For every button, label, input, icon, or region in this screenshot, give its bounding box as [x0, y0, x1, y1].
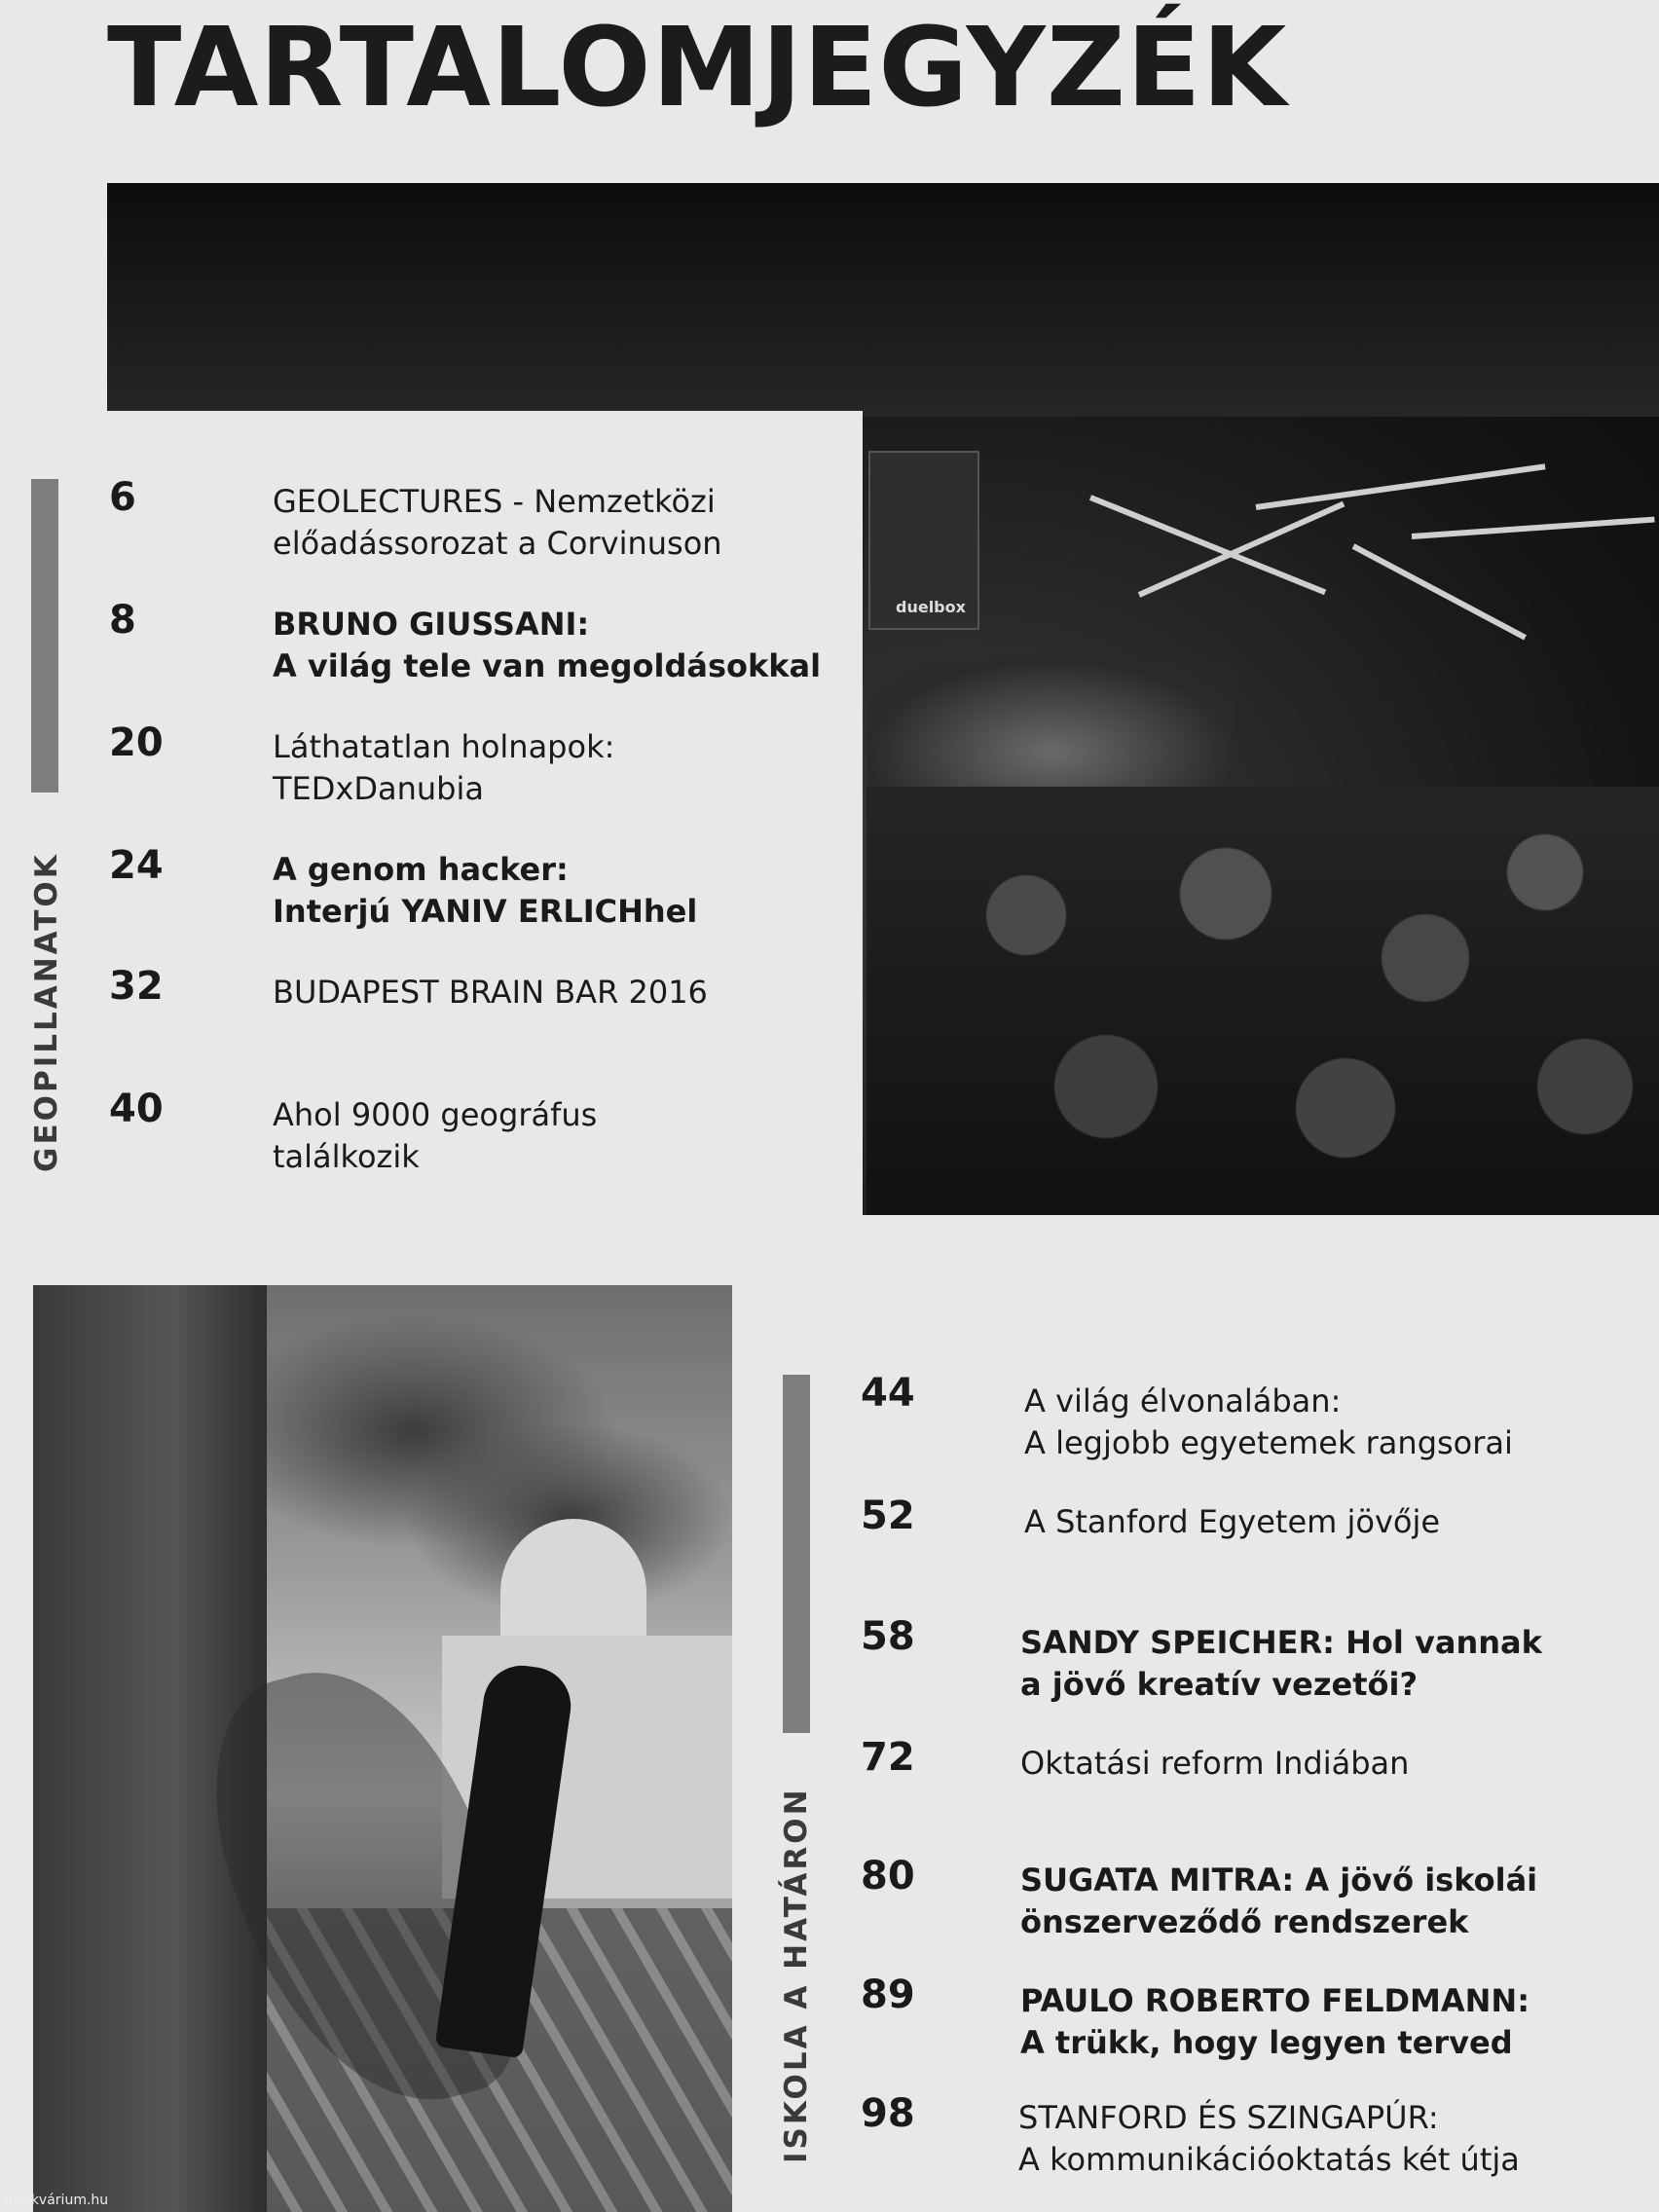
entry-title: BRUNO GIUSSANI: A világ tele van megoldásokkal — [273, 606, 822, 684]
entry-title: STANFORD ÉS SZINGAPÚR: A kommunikációoktatás két útja — [1018, 2099, 1520, 2178]
page-number: 72 — [861, 1735, 915, 1780]
screen-logo-text: duelbox — [896, 598, 966, 616]
light-beam — [1138, 501, 1346, 598]
section-label: ISKOLA A HATÁRON — [779, 1787, 814, 2163]
entry-title: PAULO ROBERTO FELDMANN: A trükk, hogy legyen terved — [1020, 1982, 1530, 2061]
page-number: 44 — [861, 1371, 915, 1416]
light-beam — [1256, 463, 1546, 510]
section-bar — [31, 479, 58, 793]
page-number: 40 — [109, 1087, 164, 1131]
entry-title: A genom hacker: Interjú YANIV ERLICHhel — [273, 851, 698, 930]
ceiling-lights — [107, 183, 1659, 417]
entry-title: A Stanford Egyetem jövője — [1024, 1503, 1441, 1540]
entry-title: Oktatási reform Indiában — [1020, 1745, 1410, 1782]
light-beam — [1412, 517, 1655, 539]
entry-title: GEOLECTURES - Nemzetközi előadássorozat a Corvinuson — [273, 483, 722, 562]
page-number: 8 — [109, 598, 136, 643]
light-beam — [1352, 543, 1527, 640]
entry-title: A világ élvonalában: A legjobb egyetemek rangsorai — [1024, 1382, 1513, 1461]
light-beam — [1089, 495, 1326, 595]
section-bar — [783, 1375, 810, 1733]
audience — [866, 787, 1659, 1215]
taj-mahal-dancer-photo — [33, 1285, 732, 2212]
watermark: Antikvárium.hu — [4, 2193, 109, 2208]
stage-screen — [868, 451, 979, 630]
page-title: TARTALOMJEGYZÉK — [107, 5, 1288, 131]
page-number: 98 — [861, 2091, 915, 2136]
page-number: 89 — [861, 1972, 915, 2017]
page-number: 80 — [861, 1854, 915, 1899]
page-number: 58 — [861, 1614, 915, 1659]
entry-title: SUGATA MITRA: A jövő iskolái önszerveződő rendszerek — [1020, 1862, 1538, 1940]
entry-title: Láthatatlan holnapok: TEDxDanubia — [273, 728, 615, 807]
page-number: 32 — [109, 964, 164, 1009]
entry-title: SANDY SPEICHER: Hol vannak a jövő kreatív vezetői? — [1020, 1624, 1542, 1703]
entry-title: Ahol 9000 geográfus találkozik — [273, 1096, 598, 1175]
page-number: 20 — [109, 720, 164, 765]
entry-title: BUDAPEST BRAIN BAR 2016 — [273, 974, 708, 1011]
page-number: 24 — [109, 843, 164, 888]
page-number: 52 — [861, 1493, 915, 1538]
section-label: GEOPILLANATOK — [29, 852, 64, 1172]
page-number: 6 — [109, 475, 136, 520]
